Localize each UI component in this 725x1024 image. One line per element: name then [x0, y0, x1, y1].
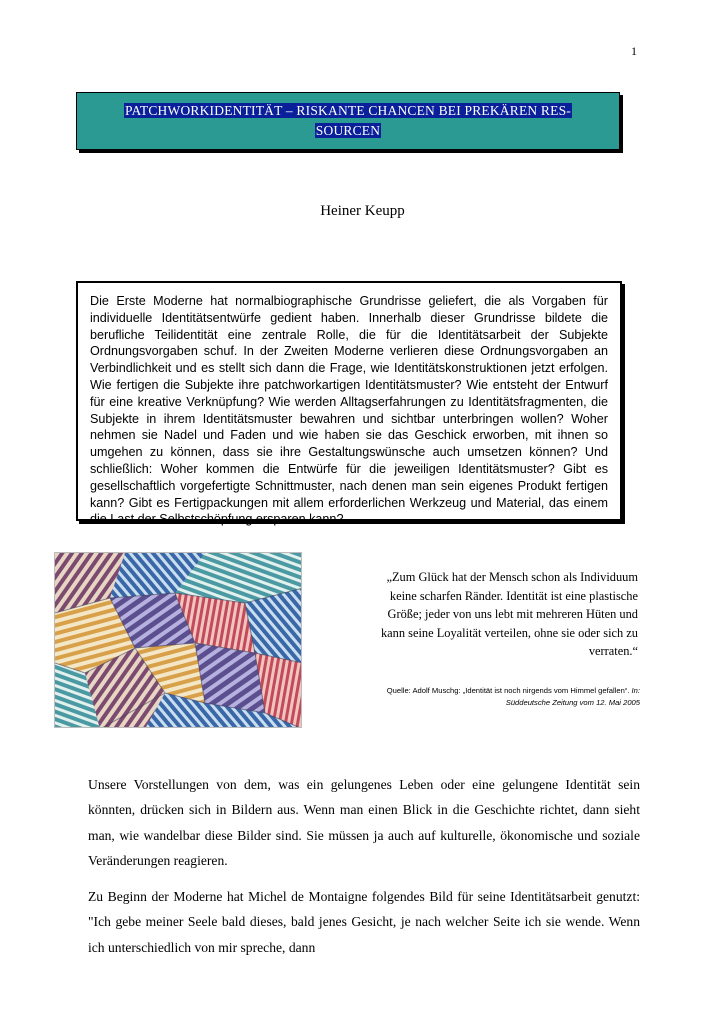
abstract-text: Die Erste Moderne hat normalbiographische Grundrisse geliefert, die als Vorgaben für individuelle Identitätsentwürfe gedient haben. Innerhalb dieser Grundrisse bildete die berufliche Teilidentität eine zentrale Rolle, die für die Identitätsarbeit der Subjekte Ordnungsvorgaben schuf. In der Zweiten Moderne verlieren diese Ordnungsvorgaben an Verbindlichkeit und es stellt sich dann die Frage, wie Identitätskonstruktionen jetzt erfolgen. Wie fertigen die Subjekte ihre patchworkartigen Identitätsmuster? Wie entsteht der Entwurf für eine kreative Verknüpfung? Wie werden Alltagserfahrungen zu Identitätsfragmenten, die Subjekte in ihrem Identitätsmuster bewahren und sichtbar unterbringen wollen? Woher nehmen sie Nadel und Faden und wie haben sie das Geschick erworben, mit ihnen so umgehen zu können, dass sie ihre Gestaltungswünsche auch umsetzen können? Und schließlich: Woher kommen die Entwürfe für die jeweiligen Identitätsmuster? Gibt es gesellschaftlich vorgefertigte Schnittmuster, nach denen man sein eigenes Produkt fertigen kann? Gibt es Fertigpackungen mit allem erforderlichen Werkzeug und Material, das einem die Last der Selbstschöpfung ersparen kann?: [90, 294, 608, 527]
page-number: 1: [631, 44, 637, 58]
quote-text: „Zum Glück hat der Mensch schon als Individuum keine scharfen Ränder. Identität ist eine plastische Größe; jeder von uns lebt mit mehreren Hüten und kann seine Loyalität verteilen, ohne sie oder sich zu verraten.“: [380, 570, 638, 659]
title-banner: [76, 92, 620, 150]
quote-source-publication: In: Süddeutsche Zeitung vom 12. Mai 2005: [505, 686, 640, 707]
quote-source: [378, 685, 640, 709]
title-line-1: PATCHWORKIDENTITÄT – RISKANTE CHANCEN BEI PREKÄREN RES-: [124, 103, 571, 118]
patchwork-painting-image: [54, 552, 302, 728]
quote-source-author: Quelle: Adolf Muschg: „Identität ist noch nirgends vom Himmel gefallen“.: [386, 686, 632, 695]
page-title: [124, 101, 572, 141]
abstract-box: [76, 281, 622, 527]
author-name: Heiner Keupp: [320, 203, 405, 219]
body-paragraph: Unsere Vorstellungen von dem, was ein gelungenes Leben oder eine gelungene Identität sein könnten, drücken sich in Bildern aus. Wenn man einen Blick in die Geschichte richtet, dann sieht man, wie wandelbar diese Bilder sind. Sie müssen ja auch auf kulturelle, ökonomische und soziale Veränderungen reagieren.: [88, 777, 640, 869]
body-paragraph: Zu Beginn der Moderne hat Michel de Montaigne folgendes Bild für seine Identitätsarbeit genutzt: "Ich gebe meiner Seele bald dieses, bald jenes Gesicht, je nach welcher Seite ich sie wende. Wenn ich unterschiedlich von mir spreche, dann: [88, 889, 640, 955]
painting-illustration: [55, 553, 302, 728]
title-line-2: SOURCEN: [315, 123, 381, 138]
